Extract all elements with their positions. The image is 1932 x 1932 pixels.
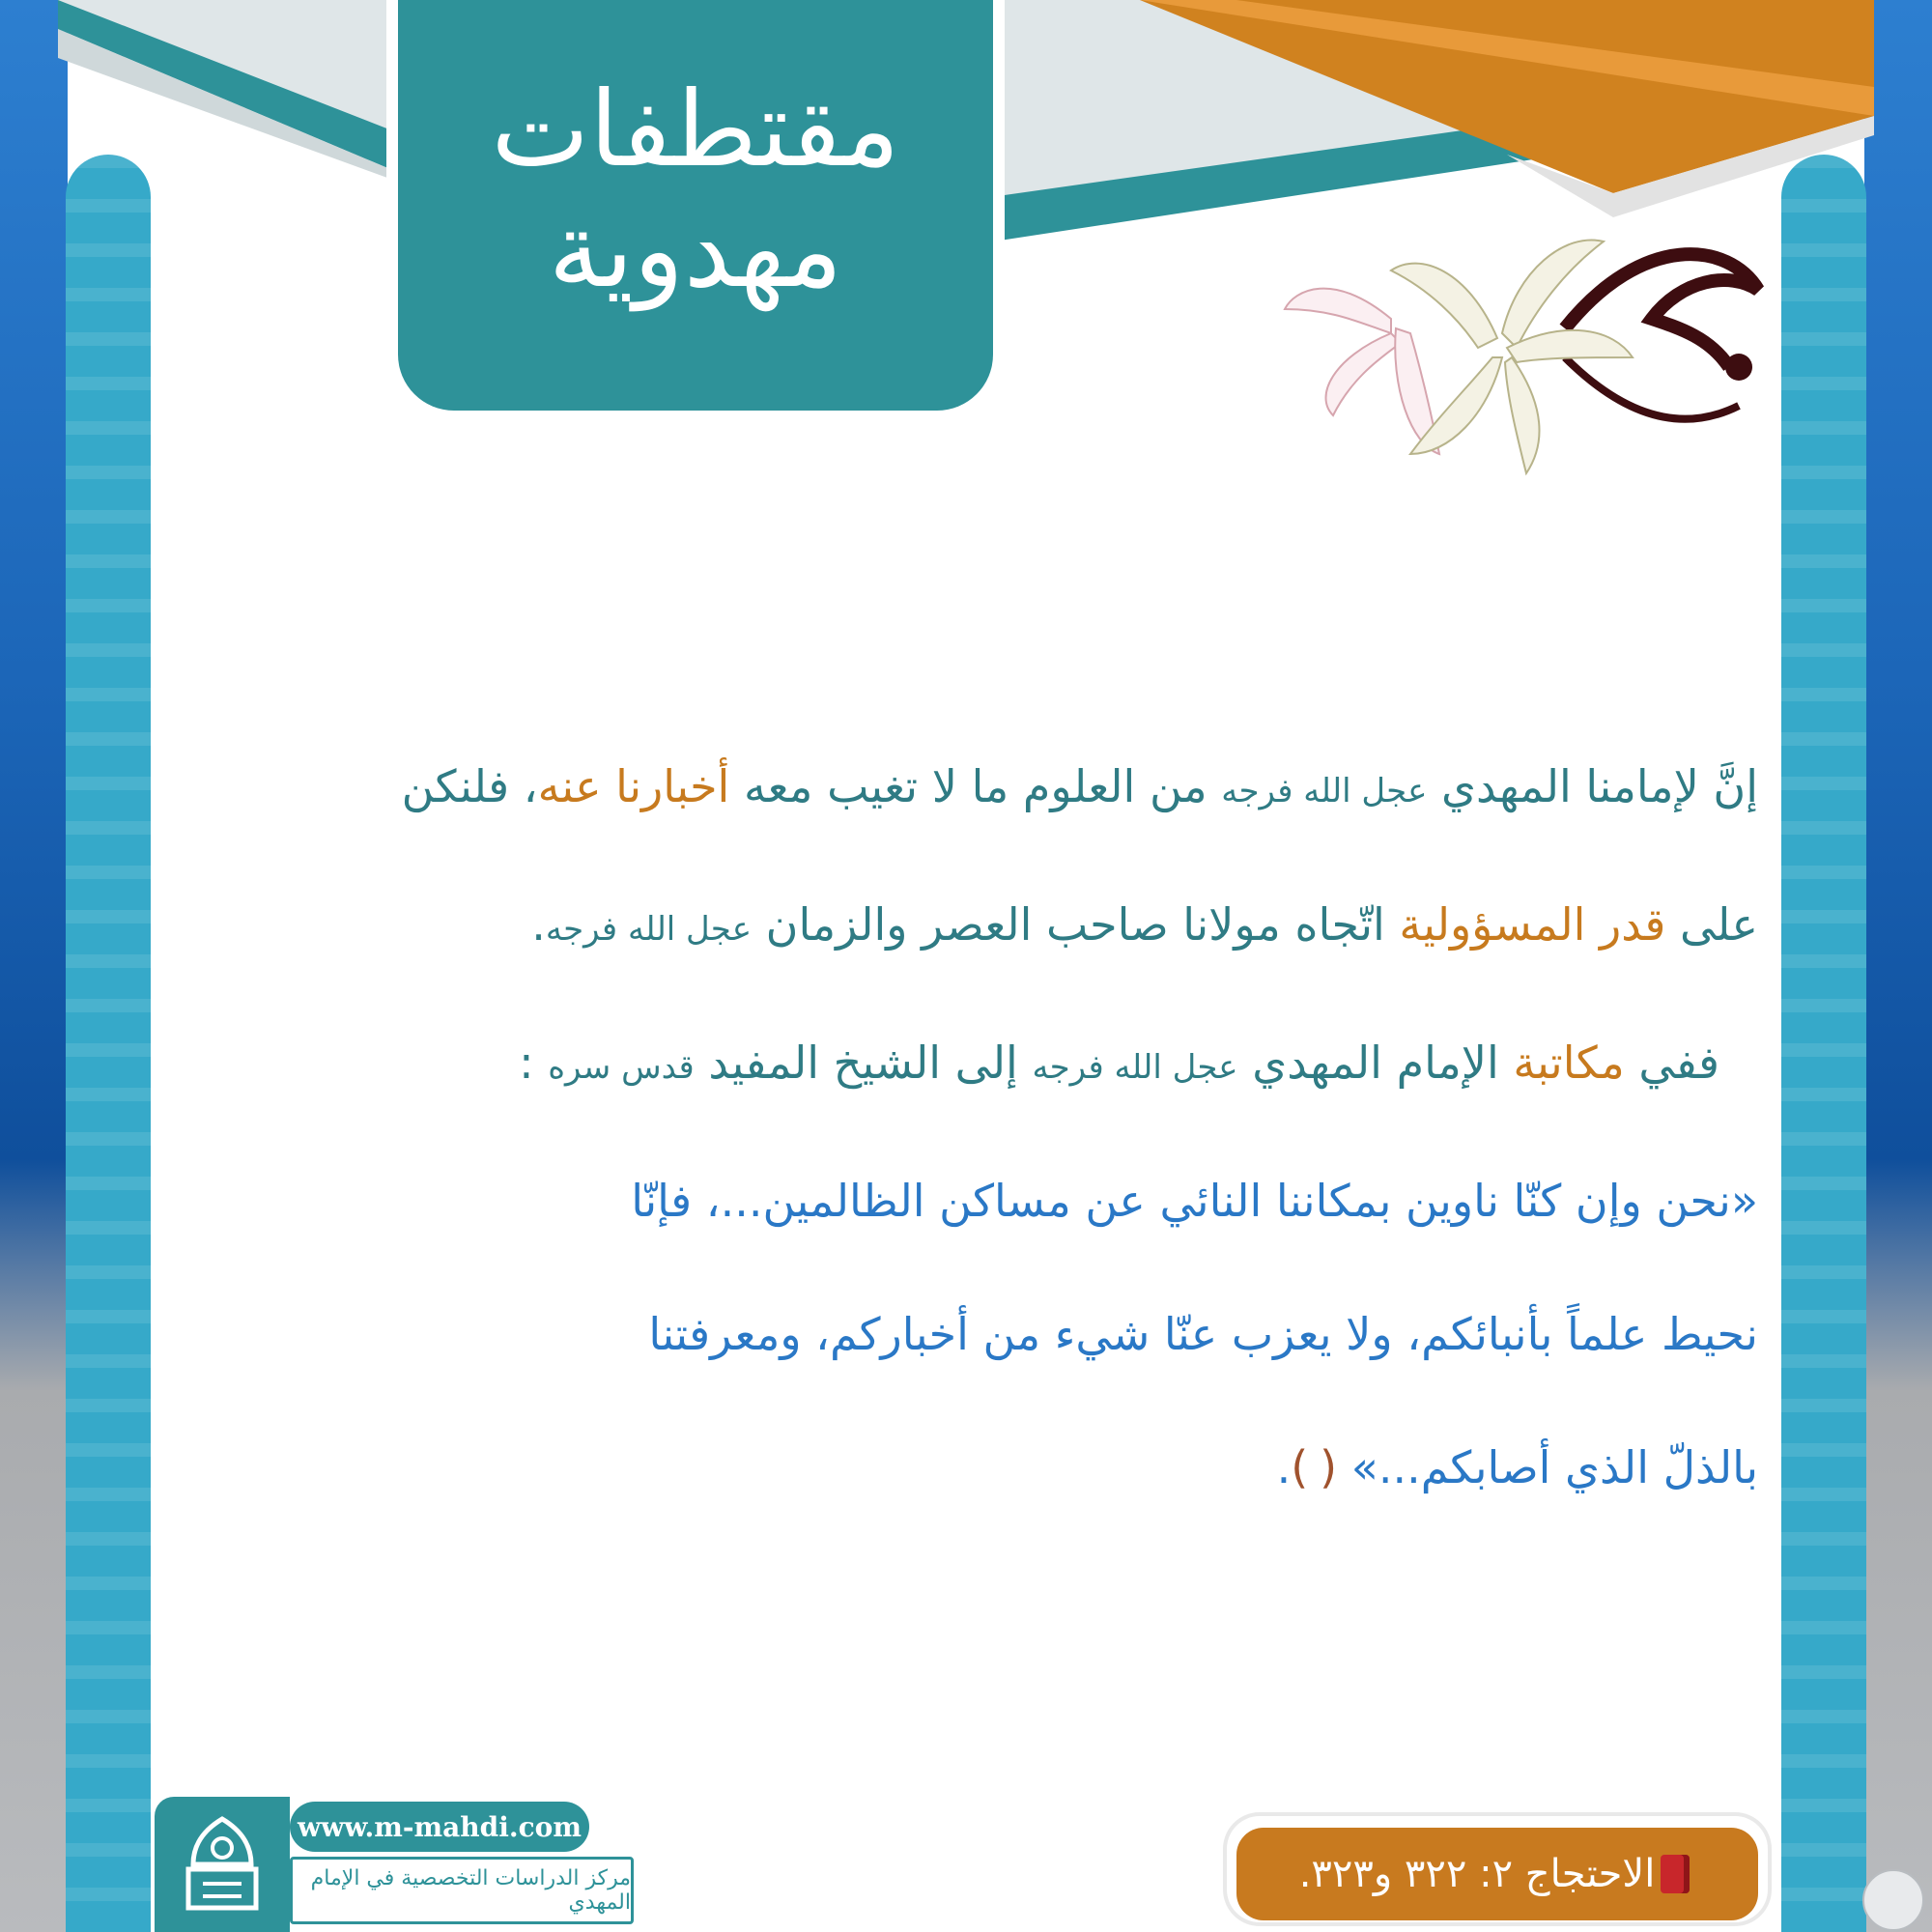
- reference-text: الاحتجاج ٢: ٣٢٢ و٣٢٣.: [1298, 1852, 1656, 1896]
- quote-line-2: نحيط علماً بأنبائكم، ولا يعزب عنّا شيء من أخباركم، ومعرفتنا: [648, 1308, 1758, 1360]
- text-segment: اتّجاه مولانا صاحب العصر والزمان: [765, 898, 1385, 951]
- book-icon: [1661, 1855, 1690, 1893]
- text-segment: الإمام المهدي: [1252, 1037, 1499, 1089]
- honorific: قدس سره: [548, 1048, 695, 1087]
- text-segment: إلى الشيخ المفيد: [708, 1037, 1018, 1089]
- text-segment: من العلوم ما لا تغيب معه: [743, 760, 1208, 812]
- main-text: [193, 720, 1758, 1538]
- quote-segment: بالذلّ الذي أصابكم...»: [1350, 1441, 1758, 1493]
- title-card: [398, 0, 993, 411]
- highlight-phrase: مكاتبة: [1513, 1037, 1625, 1089]
- honorific: عجل الله فرجه: [545, 910, 753, 949]
- highlight-phrase: أخبارنا عنه: [537, 760, 730, 812]
- mosque-logo-icon: [155, 1797, 290, 1932]
- text-line-2: [193, 858, 1758, 996]
- text-segment: ، فلنكن: [401, 760, 538, 812]
- text-line-3: [193, 996, 1758, 1134]
- seal-icon: [1862, 1869, 1924, 1931]
- book-ref-bracket: (): [1291, 1441, 1338, 1493]
- quote-line-1: «نحن وإن كنّا ناوين بمكاننا النائي عن مساكن الظالمين...، فإنّا: [631, 1175, 1758, 1227]
- right-ornament-band: [1781, 155, 1866, 1932]
- quote-end: .: [1276, 1441, 1292, 1493]
- honorific: عجل الله فرجه: [1221, 772, 1428, 810]
- text-line-1: [193, 720, 1758, 858]
- page-title: مقتطفات مهدوية: [491, 70, 900, 311]
- highlight-phrase: قدر المسؤولية: [1399, 898, 1666, 951]
- text-segment: على: [1679, 898, 1758, 951]
- flower-icon: [1275, 213, 1777, 483]
- text-segment: إنَّ لإمامنا المهدي: [1441, 760, 1758, 812]
- left-ornament-band: [66, 155, 151, 1932]
- right-outer-band: [1864, 0, 1932, 1932]
- quote-line-3: [193, 1401, 1758, 1538]
- orange-banner: [1140, 0, 1874, 222]
- reference-badge: [1236, 1828, 1758, 1920]
- honorific: عجل الله فرجه: [1032, 1048, 1238, 1087]
- text-segment: ففي: [1638, 1037, 1719, 1089]
- organization-name: مركز الدراسات التخصصية في الإمام المهدي: [290, 1857, 634, 1924]
- text-segment: .: [531, 898, 546, 951]
- text-segment: :: [519, 1037, 534, 1089]
- website-link[interactable]: www.m-mahdi.com: [290, 1802, 589, 1852]
